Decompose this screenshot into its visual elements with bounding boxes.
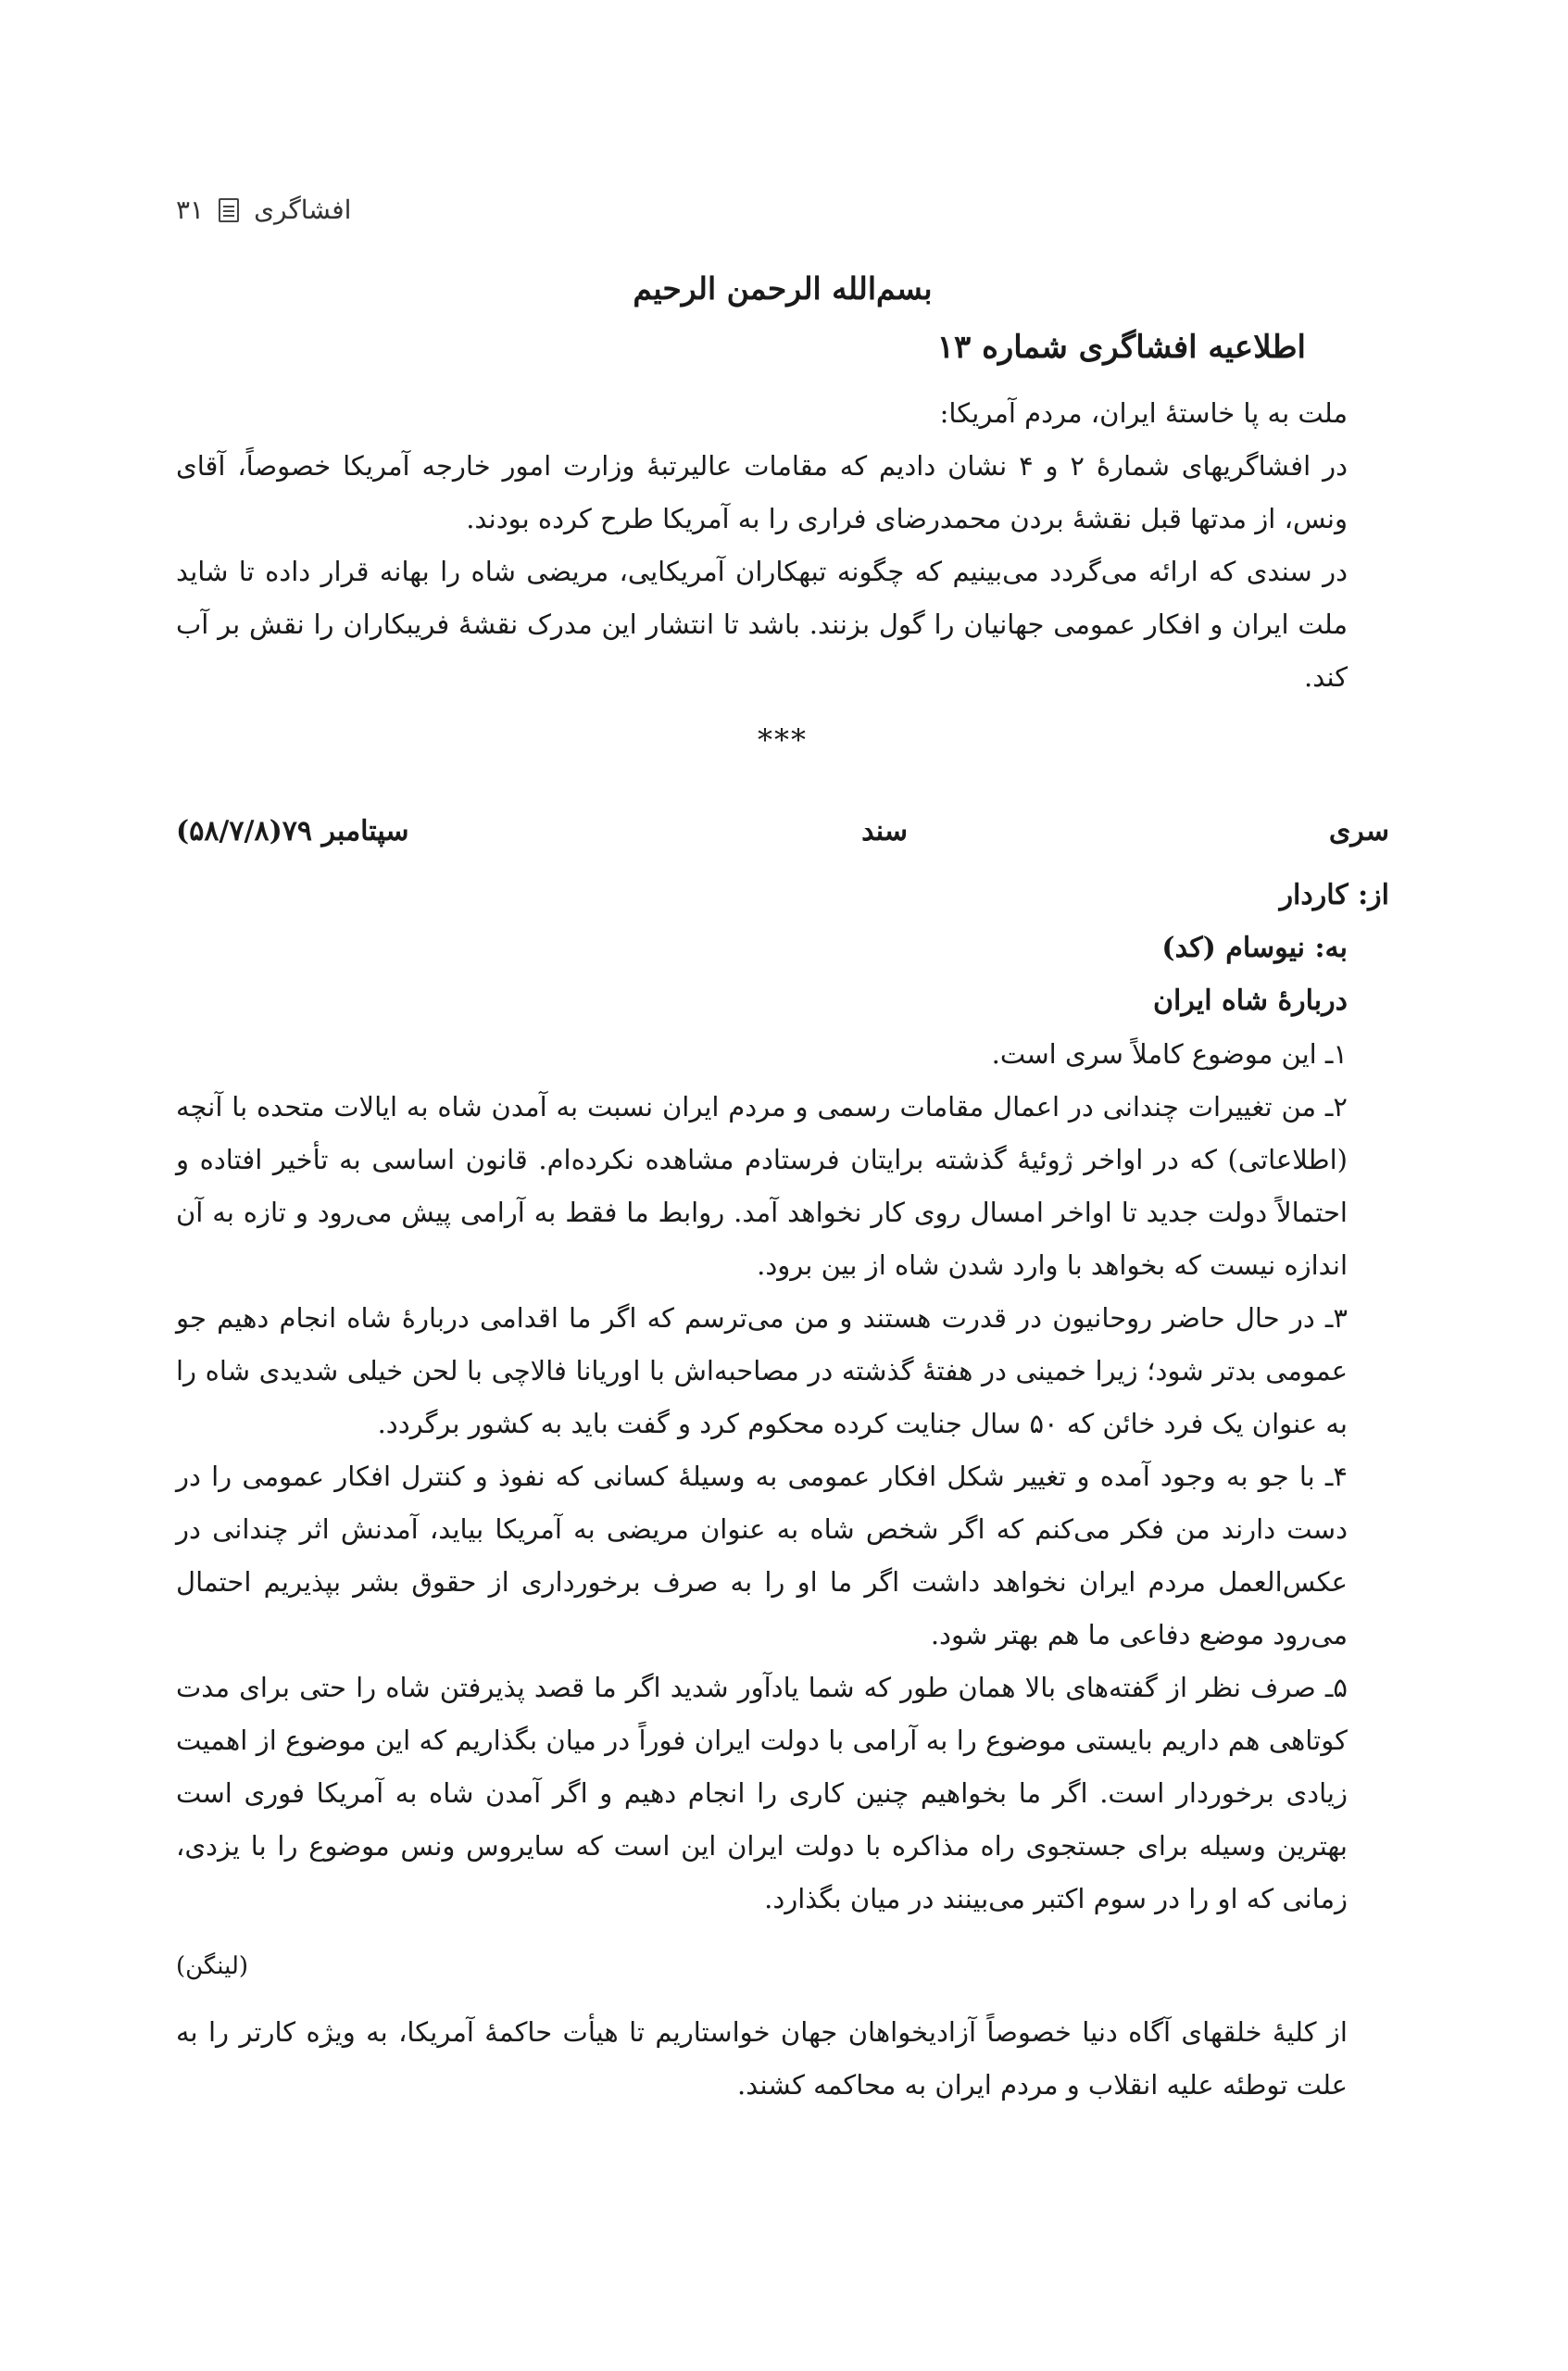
page-header (176, 194, 351, 225)
document-from: از: کاردار (1279, 879, 1389, 911)
intro-section (176, 387, 1389, 704)
document-item: ۵ـ صرف نظر از گفته‌های بالا همان طور که شما یادآور شدید اگر ما قصد پذیرفتن شاه را حتی برای مدت کوتاهی هم داریم بایستی موضوع را به آرامی با دولت ایران فوراً در میان بگذاریم که این موضوع از اهمیت زیادی برخوردار است. اگر ما بخواهیم چنین کاری را انجام دهیم و اگر آمدن شاه به آمریکا فوری است بهترین وسیله برای جستجوی راه مذاکره با دولت ایران این است که سایروس ونس موضوع را با یزدی، زمانی که او را در سوم اکتبر می‌بینند در میان بگذارد. (176, 1672, 1348, 1914)
document-item: ۲ـ من تغییرات چندانی در اعمال مقامات رسمی و مردم ایران نسبت به آمدن شاه به ایالات متحده با آنچه (اطلاعاتی) که در اواخر ژوئیهٔ گذشته برایتان فرستادم مشاهده نکرده‌ام. قانون اساسی به تأخیر افتاده و احتمالاً دولت جدید تا اواخر امسال روی کار نخواهد آمد. روابط ما فقط به آرامی پیش می‌رود و تازه به آن اندازه نیست که بخواهد با وارد شدن شاه از بین برود. (176, 1091, 1348, 1281)
document-item: ۴ـ با جو به وجود آمده و تغییر شکل افکار عمومی به وسیلهٔ کسانی که نفوذ و کنترل افکار عمومی را در دست دارند من فکر می‌کنم که اگر شخص شاه به عنوان مریضی به آمریکا بیاید، آمدنش اثر چندانی در عکس‌العمل مردم ایران نخواهد داشت اگر ما او را به صرف برخورداری از حقوق بشر بپذیریم احتمال می‌رود موضع دفاعی ما هم بهتر شود. (176, 1461, 1348, 1650)
intro-paragraph: در سندی که ارائه می‌گردد می‌بینیم که چگونه تبهکاران آمریکایی، مریضی شاه را بهانه قرار داده تا شاید ملت ایران و افکار عمومی جهانیان را گول بزنند. باشد تا انتشار این مدرک نقشهٔ فریبکاران را نقش بر آب کند. (176, 556, 1348, 693)
document-classification: سری (1328, 815, 1389, 847)
document-item: ۱ـ این موضوع کاملاً سری است. (991, 1038, 1348, 1070)
section-separator: *** (758, 722, 808, 758)
book-icon (219, 198, 239, 222)
document-meta (176, 815, 1389, 861)
document-subject: دربارهٔ شاه ایران (1152, 985, 1348, 1017)
book-page (176, 176, 1389, 2214)
document-label: سند (861, 815, 908, 847)
document-signature: (لینگن) (176, 1952, 249, 1980)
running-title: افشاگری (254, 194, 352, 225)
closing-section (176, 2006, 1389, 2112)
page-number: ۳۱ (176, 194, 205, 225)
document-body (176, 1028, 1389, 1926)
document-to: به: نیوسام (کد) (1161, 932, 1348, 964)
basmala: بسم‌الله الرحمن الرحیم (633, 270, 933, 307)
intro-paragraph: در افشاگریهای شمارهٔ ۲ و ۴ نشان دادیم که مقامات عالیرتبهٔ وزارت امور خارجه آمریکا خصوصاً، آقای ونس، از مدتها قبل نقشهٔ بردن محمدرضای فراری را به آمریکا طرح کرده بودند. (176, 450, 1348, 534)
document-date: سپتامبر ۷۹(۵۸/۷/۸) (176, 815, 409, 847)
document-header (176, 869, 1389, 1027)
announcement-title: اطلاعیه افشاگری شماره ۱۳ (936, 329, 1306, 366)
closing-paragraph: از کلیهٔ خلقهای آگاه دنیا خصوصاً آزادیخواهان جهان خواستاریم تا هیأت حاکمهٔ آمریکا، به ویژه کارتر را به علت توطئه علیه انقلاب و مردم ایران به محاکمه کشند. (176, 2016, 1348, 2101)
document-item: ۳ـ در حال حاضر روحانیون در قدرت هستند و من می‌ترسم که اگر ما اقدامی دربارهٔ شاه انجام دهیم جو عمومی بدتر شود؛ زیرا خمینی در هفتهٔ گذشته در مصاحبه‌اش با اوریانا فالاچی با لحن خیلی شدیدی شاه را به عنوان یک فرد خائن که ۵۰ سال جنایت کرده محکوم کرد و گفت باید به کشور برگردد. (176, 1302, 1348, 1439)
intro-address: ملت به پا خاستهٔ ایران، مردم آمریکا: (939, 397, 1348, 429)
